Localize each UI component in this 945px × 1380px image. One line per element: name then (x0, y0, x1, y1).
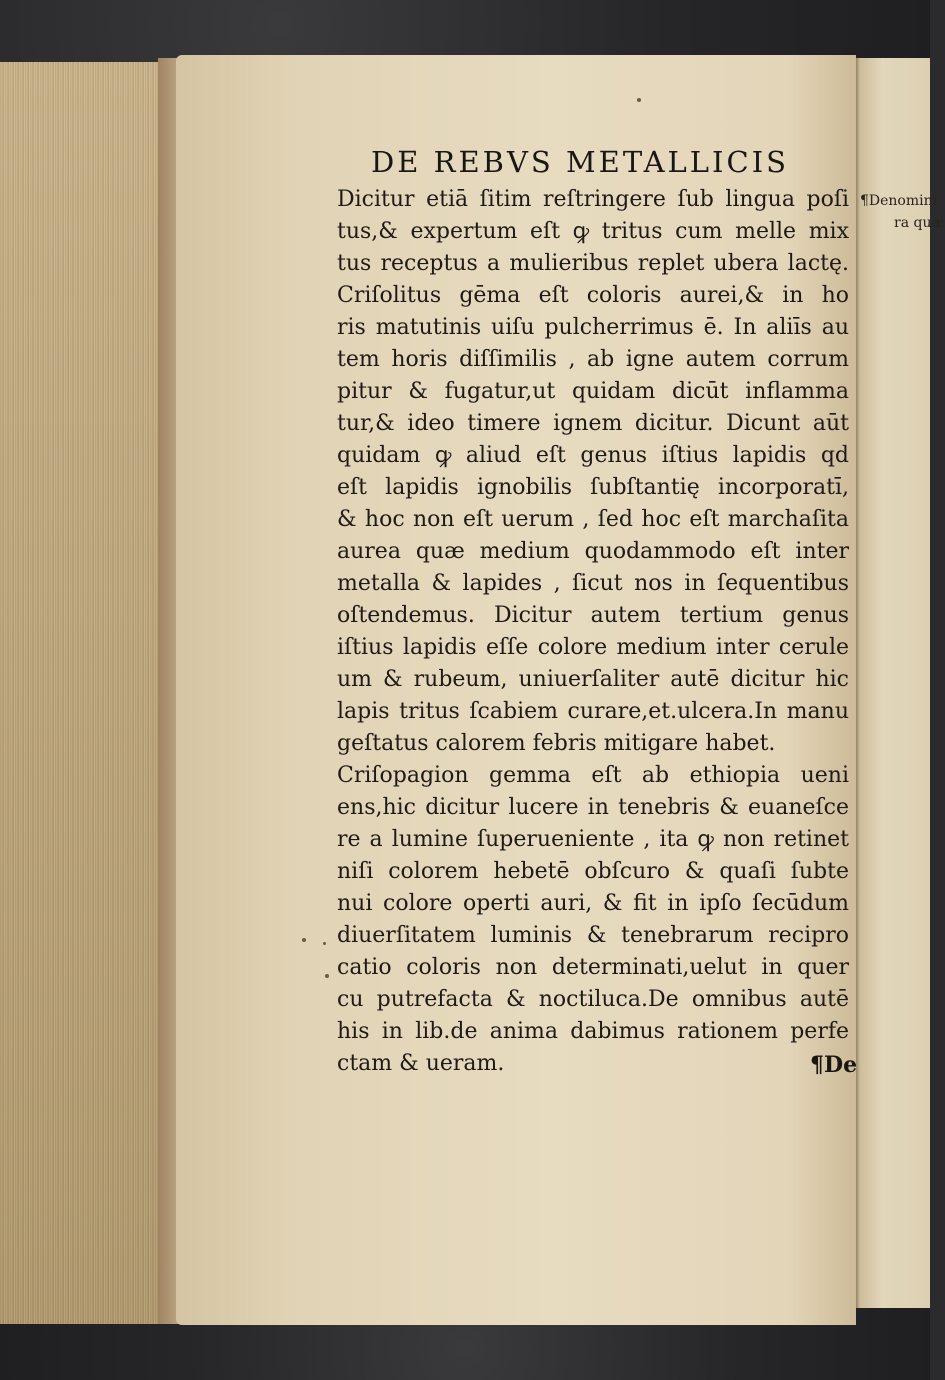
background-cloth-top (0, 0, 930, 62)
facing-page-heading (860, 190, 945, 234)
text-line: eſt lapidis ignobilis ſubſtantię incorporatī, (337, 475, 849, 500)
text-line: ris matutinis uiſu pulcherrimus ē. In aliīs au (337, 315, 849, 340)
facing-heading-line: ra quæ (894, 215, 945, 231)
text-line: tur,& ideo timere ignem dicitur. Dicunt aūt (337, 411, 849, 436)
catchword: ¶De (810, 1052, 858, 1078)
text-line: metalla & lapides , ſicut nos in ſequentibus (337, 571, 849, 596)
facing-heading-line: ¶Denomini (860, 193, 938, 209)
text-line: iſtius lapidis eſſe colore medium inter cerule (337, 635, 849, 660)
facing-page (852, 58, 945, 1308)
text-line: catio coloris non determinati,uelut in quer (337, 955, 849, 980)
text-line: um & rubeum, uniuerſaliter autē dicitur hic (337, 667, 849, 692)
text-line: Dicitur etiā ſitim reſtringere ſub lingua poſi (337, 187, 849, 212)
ink-speck (325, 974, 329, 978)
text-line: oſtendemus. Dicitur autem tertium genus (337, 603, 849, 628)
text-line: diuerſitatem luminis & tenebrarum recipro (337, 923, 849, 948)
text-line: his in lib.de anima dabimus rationem perfe (337, 1019, 849, 1044)
text-line: cu putrefacta & noctiluca.De omnibus autē (337, 987, 849, 1012)
text-line: ens,hic dicitur lucere in tenebris & euaneſce (337, 795, 849, 820)
page-edges (0, 62, 160, 1324)
text-line: lapis tritus ſcabiem curare,et.ulcera.In manu (337, 699, 849, 724)
ink-speck (302, 938, 306, 942)
text-line: nui colore operti auri, & fit in ipſo ſecūdum (337, 891, 849, 916)
text-line: tus receptus a mulieribus replet ubera lactę. (337, 251, 849, 276)
text-line: re a lumine ſuperueniente , ita ꝙ non retinet (337, 827, 849, 852)
text-line: pitur & fugatur,ut quidam dicūt inflamma (337, 379, 849, 404)
text-line: ctam & ueram. (337, 1051, 505, 1076)
text-line: aurea quæ medium quodammodo eſt inter (337, 539, 849, 564)
ink-speck (637, 98, 641, 102)
text-line: Criſolitus gēma eſt coloris aurei,& in ho (337, 283, 849, 308)
text-line: tus,& expertum eſt ꝙ tritus cum melle mix (337, 219, 849, 244)
text-line: geſtatus calorem febris mitigare habet. (337, 731, 776, 756)
text-line: niſi colorem hebetē obſcuro & quaſi ſubte (337, 859, 849, 884)
text-line: & hoc non eſt uerum , ſed hoc eſt marchaſita (337, 507, 849, 532)
text-line: quidam ꝙ aliud eſt genus iſtius lapidis qd (337, 443, 849, 468)
text-line: tem horis diſſimilis , ab igne autem corrum (337, 347, 849, 372)
running-head: DE REBVS METALLICIS (371, 145, 790, 179)
ink-speck (323, 942, 326, 945)
text-line: Criſopagion gemma eſt ab ethiopia ueni (337, 763, 849, 788)
